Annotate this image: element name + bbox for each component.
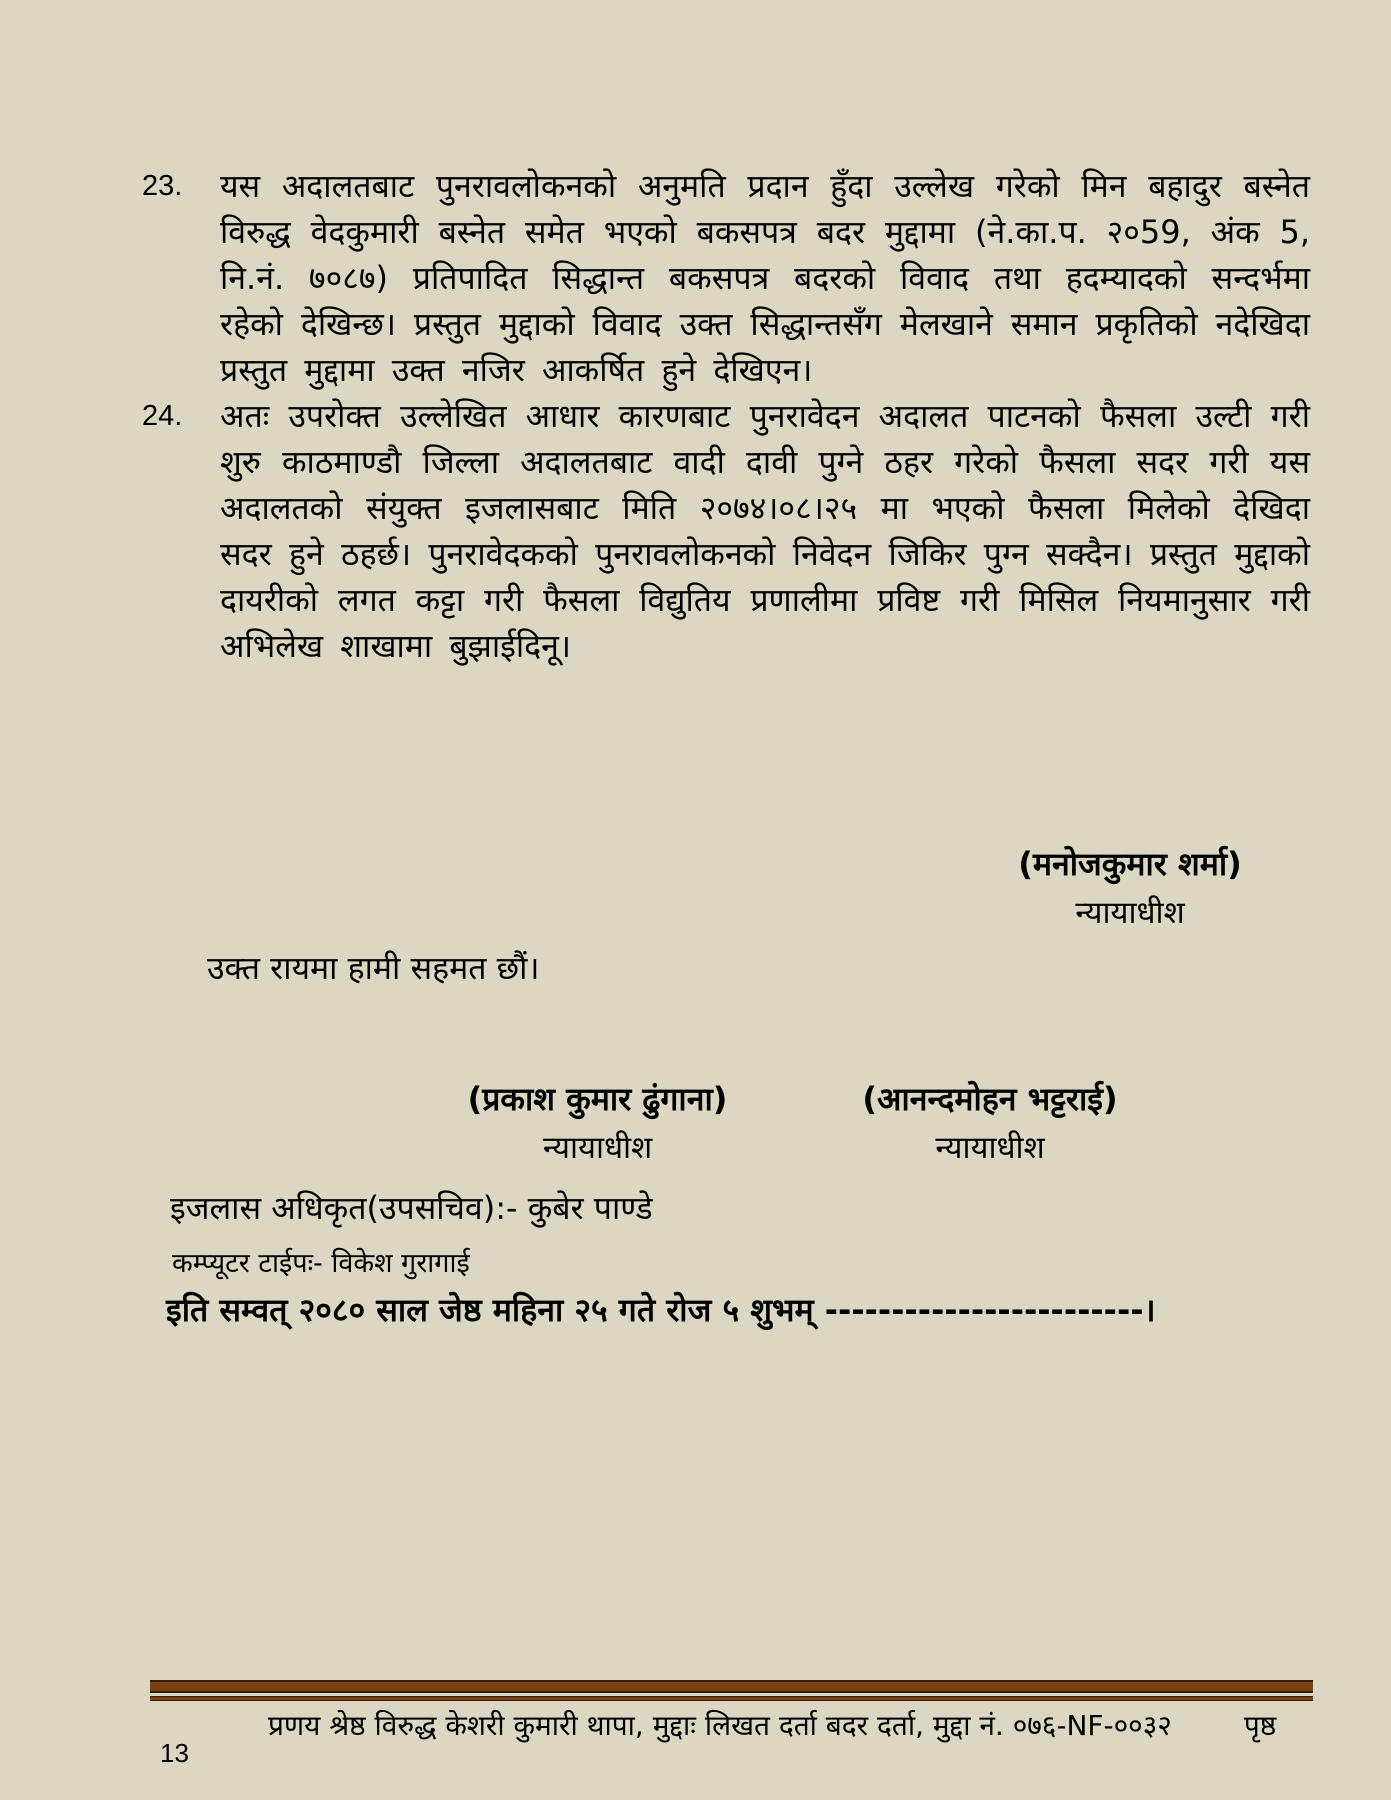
primary-justice-name: (मनोजकुमार शर्मा) (1018, 845, 1242, 883)
co-justice-2-name: (आनन्दमोहन भट्टराई) (862, 1080, 1118, 1118)
paragraph-23 (142, 163, 1310, 393)
bench-officer-line: इजलास अधिकृत(उपसचिव):- कुबेर पाण्डे (170, 1189, 653, 1227)
footer-rule-thick-bar (150, 1680, 1313, 1693)
concurrence-line: उक्त रायमा हामी सहमत छौं। (207, 949, 540, 987)
paragraph-24-number: 24. (142, 400, 183, 432)
paragraph-23-number: 23. (142, 170, 183, 202)
co-justice-1-name: (प्रकाश कुमार ढुंगाना) (467, 1080, 728, 1118)
signature-co-justice-2 (840, 1080, 1140, 1166)
primary-justice-title: न्यायाधीश (1075, 895, 1185, 931)
footer-page-label: पृष्ठ (1243, 1709, 1277, 1742)
closing-date-line: इति सम्वत् २०८० साल जेष्ठ महिना २५ गते रोज ५ शुभम् ------------------------। (166, 1291, 1156, 1329)
footer-rule (150, 1680, 1313, 1701)
footer (150, 1706, 1313, 1744)
footer-page-number: 13 (160, 1738, 189, 1768)
paragraph-24-text: अतः उपरोक्त उल्लेखित आधार कारणबाट पुनरावेदन अदालत पाटनको फैसला उल्टी गरी शुरु काठमाण्डौ जिल्ला अदालतबाट वादी दावी पुग्ने ठहर गरेको फैसला सदर गरी यस अदालतको संयुक्त इजलासबाट मिति २०७४।०८।२५ मा भएको फैसला मिलेको देखिदा सदर हुने ठहर्छ। पुनरावेदकको पुनरावलोकनको निवेदन जिकिर पुग्न सक्दैन। प्रस्तुत मुद्दाको दायरीको लगत कट्टा गरी फैसला विद्युतिय प्रणालीमा प्रविष्ट गरी मिसिल नियमानुसार गरी अभिलेख शाखामा बुझाईदिनू। (220, 397, 1310, 665)
co-justice-2-title: न्यायाधीश (935, 1130, 1045, 1166)
footer-rule-thin-bar (150, 1696, 1313, 1701)
footer-case-line: प्रणय श्रेष्ठ विरुद्ध केशरी कुमारी थापा, मुद्दाः लिखत दर्ता बदर दर्ता, मुद्दा नं. ०७६-NF-००३२ (268, 1709, 1172, 1742)
co-justice-1-title: न्यायाधीश (542, 1130, 653, 1166)
paragraph-24 (142, 393, 1310, 669)
paragraph-23-text: यस अदालतबाट पुनरावलोकनको अनुमति प्रदान हुँदा उल्लेख गरेको मिन बहादुर बस्नेत विरुद्ध वेदकुमारी बस्नेत समेत भएको बकसपत्र बदर मुद्दामा (ने.का.प. २०59, अंक 5, नि.नं. ७०८७) प्रतिपादित सिद्धान्त बकसपत्र बदरको विवाद तथा हदम्यादको सन्दर्भमा रहेको देखिन्छ। प्रस्तुत मुद्दाको विवाद उक्त सिद्धान्तसँग मेलखाने समान प्रकृतिको नदेखिदा प्रस्तुत मुद्दामा उक्त नजिर आकर्षित हुने देखिएन। (220, 167, 1310, 389)
signature-co-justice-1 (450, 1080, 745, 1166)
signature-primary-justice (995, 845, 1265, 931)
computer-typist-line: कम्प्यूटर टाईपः- विकेश गुरागाई (172, 1248, 470, 1279)
judgment-body (0, 0, 1391, 669)
